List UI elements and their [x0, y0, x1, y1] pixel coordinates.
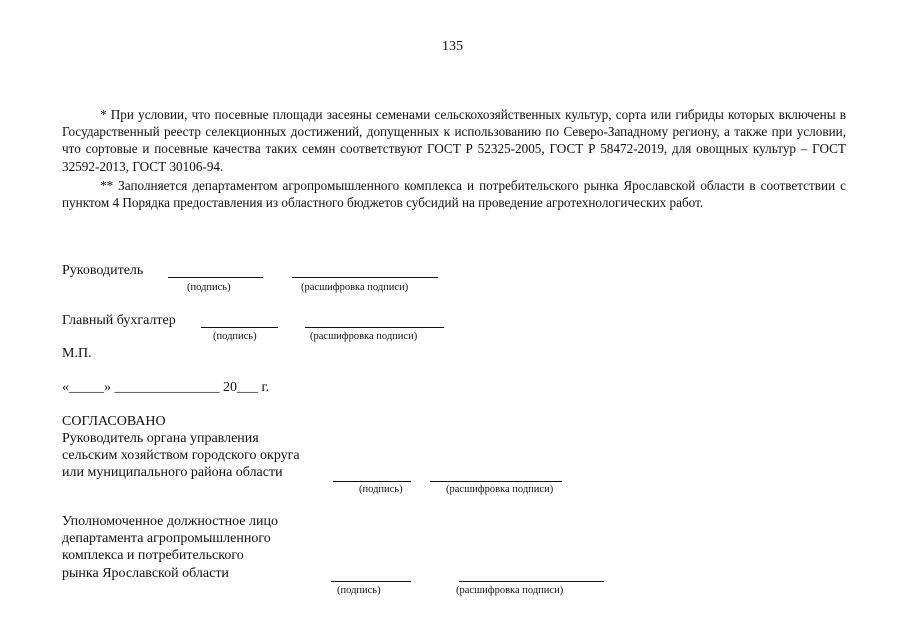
footnote-2: ** Заполняется департаментом агропромышленного комплекса и потребительского рынка Ярославской области в соответствии с пунктом 4 Порядка предоставления из областного бюджетов субсидий на проведение агротехнологических работ.: [62, 178, 846, 211]
municipal-signature-line[interactable]: [333, 481, 411, 482]
chief-accountant-label: Главный бухгалтер: [62, 313, 176, 328]
official-line-1: Уполномоченное должностное лицо: [62, 514, 278, 529]
date-line[interactable]: «_____» _______________ 20___ г.: [62, 380, 270, 395]
head-signature-line[interactable]: [168, 277, 263, 278]
municipal-head-line-1: Руководитель органа управления: [62, 431, 259, 446]
official-signature-caption: (подпись): [337, 585, 381, 596]
accountant-signature-caption: (подпись): [213, 331, 257, 342]
head-decoding-line[interactable]: [292, 277, 438, 278]
municipal-decoding-caption: (расшифровка подписи): [446, 484, 554, 495]
page-number: 135: [442, 39, 463, 54]
official-signature-line[interactable]: [331, 581, 411, 582]
municipal-head-line-2: сельским хозяйством городского округа: [62, 448, 300, 463]
approval-title: СОГЛАСОВАНО: [62, 414, 166, 429]
accountant-decoding-line[interactable]: [305, 327, 444, 328]
head-decoding-caption: (расшифровка подписи): [301, 282, 409, 293]
official-decoding-caption: (расшифровка подписи): [456, 585, 564, 596]
municipal-decoding-line[interactable]: [430, 481, 562, 482]
accountant-signature-line[interactable]: [201, 327, 278, 328]
official-decoding-line[interactable]: [459, 581, 604, 582]
official-line-2: департамента агропромышленного: [62, 531, 271, 546]
accountant-decoding-caption: (расшифровка подписи): [310, 331, 418, 342]
municipal-signature-caption: (подпись): [359, 484, 403, 495]
seal-placeholder: М.П.: [62, 346, 92, 361]
official-line-3: комплекса и потребительского: [62, 548, 244, 563]
head-signature-caption: (подпись): [187, 282, 231, 293]
head-label: Руководитель: [62, 263, 144, 278]
footnote-1: * При условии, что посевные площади засеяны семенами сельскохозяйственных культур, сорта или гибриды которых включены в Государственный реестр селекционных достижений, допущенных к использованию по Северо-Западному региону, а также при условии, что сортовые и посевные качества таких семян соответствуют ГОСТ Р 52325-2005, ГОСТ Р 58472-2019, для овощных культур – ГОСТ 32592-2013, ГОСТ 30106-94.: [62, 107, 846, 174]
municipal-head-line-3: или муниципального района области: [62, 465, 283, 480]
official-line-4: рынка Ярославской области: [62, 566, 229, 581]
